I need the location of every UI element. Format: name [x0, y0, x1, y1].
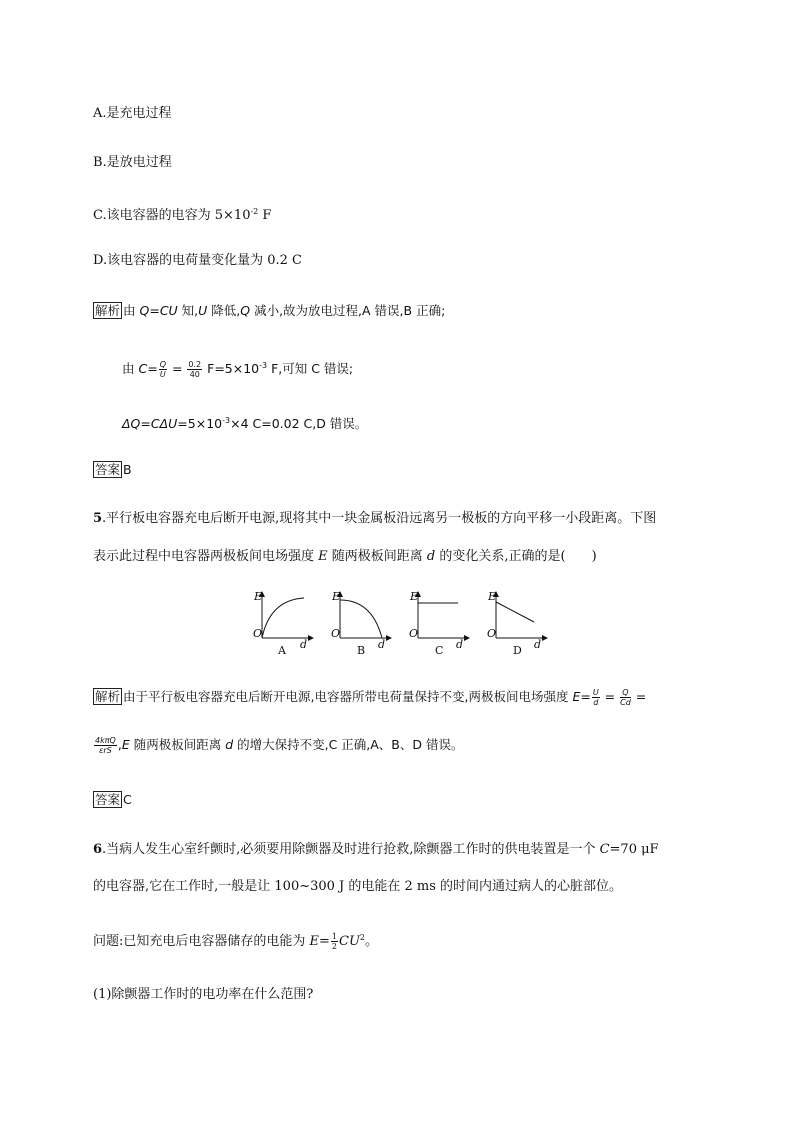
- svg-text:d: d: [300, 638, 308, 651]
- svg-text:O: O: [253, 627, 263, 640]
- q5-stem-line-2: 表示此过程中电容器两极板间电场强度 E 随两极板间距离 d 的变化关系,正确的是( ): [93, 549, 597, 564]
- svg-text:d: d: [456, 638, 464, 651]
- graph-label-d: D: [513, 644, 522, 657]
- q5-stem-line-1: 5.平行板电容器充电后断开电源,现将其中一块金属板沿远离另一极板的方向平移一小段距离。下图: [93, 511, 657, 526]
- option-c: C.该电容器的电容为 $5\times 10^{-2}$ F: [93, 207, 272, 223]
- svg-text:O: O: [409, 627, 419, 640]
- q4-answer: 答案 B: [95, 462, 132, 477]
- solution-tag: 解析: [95, 689, 121, 704]
- svg-text:E: E: [332, 590, 341, 603]
- svg-text:E: E: [488, 590, 497, 603]
- graph-a: [248, 586, 316, 658]
- answer-tag: 答案: [95, 462, 121, 477]
- svg-text:E: E: [410, 590, 419, 603]
- q5-solution-line-1: 解析 由于平行板电容器充电后断开电源,电容器所带电荷量保持不变,两极板间电场强度 E= $\frac{U}{d}$ = $\frac{Q}{Cd}$ =: [95, 688, 647, 707]
- solution-tag: 解析: [95, 303, 121, 318]
- q6-stem-line-2: 的电容器,它在工作时,一般是让 100~300 J 的电能在 2 ms 的时间内通过病人的心脏部位。: [93, 879, 623, 894]
- svg-text:O: O: [487, 627, 497, 640]
- svg-text:E: E: [254, 590, 263, 603]
- q5-solution-line-2: $\frac{\text{4kπQ}}{\text{εrS}}$ ,E 随两极板间距离 d 的增大保持不变,C 正确,A、B、D 错误。: [95, 736, 464, 755]
- svg-text:O: O: [331, 627, 341, 640]
- graph-label-c: C: [435, 644, 444, 657]
- option-a: A.是充电过程: [93, 106, 172, 121]
- svg-text:d: d: [534, 638, 542, 651]
- option-b: B.是放电过程: [93, 155, 172, 170]
- answer-tag: 答案: [95, 792, 121, 807]
- graph-c: [404, 586, 472, 658]
- q6-subquestion-1: (1)除颤器工作时的电功率在什么范围?: [93, 987, 314, 1002]
- svg-text:d: d: [378, 638, 386, 651]
- option-d: D.该电容器的电荷量变化量为 0.2 C: [93, 253, 302, 268]
- q5-answer: 答案 C: [95, 792, 132, 807]
- graph-b: [326, 586, 394, 658]
- graph-label-a: A: [278, 644, 286, 657]
- q4-solution-line-1: 解析 由 Q=CU 知,U 降低,Q 减小,故为放电过程,A 错误,B 正确;: [95, 303, 446, 318]
- graph-d: [482, 586, 550, 658]
- q4-solution-line-2: 由 C= $\frac{Q}{U}$ = $\frac{0.2}{40}$ $F=5\times 10^{-3}$ F,可知 C 错误;: [122, 360, 354, 379]
- q6-stem-line-1: 6.当病人发生心室纤颤时,必须要用除颤器及时进行抢救,除颤器工作时的供电装置是一个 C=70 μF: [93, 842, 659, 857]
- q4-solution-line-3: $\Delta Q=C\Delta U=5\times 10^{-3}\times 4$ C=0.02 C,D 错误。: [122, 416, 368, 431]
- q6-question: 问题:已知充电后电容器储存的电能为 E= $\frac{1}{2}$ $CU^2$。: [93, 932, 379, 951]
- graph-label-b: B: [357, 644, 366, 657]
